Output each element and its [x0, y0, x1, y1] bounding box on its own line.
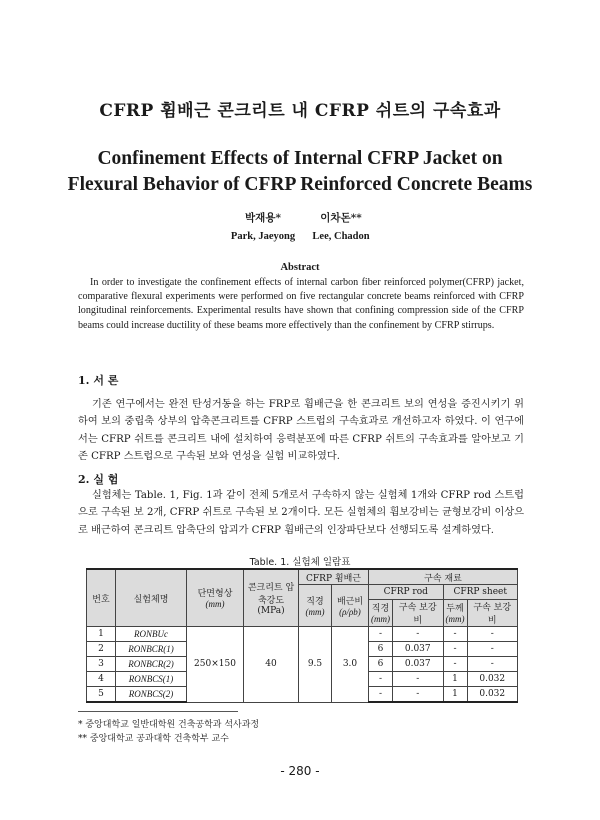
cell-section: 250×150: [187, 627, 244, 703]
author-2-korean: 이차돈**: [320, 212, 362, 224]
author-1-english: Park, Jaeyong: [230, 231, 296, 242]
cell-diameter: 9.5: [299, 627, 332, 703]
section-2-heading: 2. 실 험: [78, 473, 119, 486]
page-number: - 280 -: [280, 764, 320, 778]
footnote-1: * 중앙대학교 일반대학원 건축공학과 석사과정: [78, 720, 260, 730]
abstract-text: In order to investigate the confinement effects of internal carbon fiber reinforced polymer(CFRP) jacket, comparative flexural experiments were performed on five rectangular concrete beams reinforced with CFRP longitudinal reinforcements. Experimental results have shown that confining compression side of the CFRP beams could increase ductility of these beams more effectively than the confinement by CFRP stirrups.: [78, 277, 524, 331]
col-ratio: 배근비 (ρ/ρb): [332, 585, 369, 627]
footnote-2: ** 중앙대학교 공과대학 건축학부 교수: [78, 734, 229, 744]
author-2: [281, 210, 401, 242]
col-cfrp-flexural: CFRP 휨배근: [299, 569, 369, 585]
col-sheet-thickness: 두께 (mm): [443, 600, 467, 627]
col-sheet-ratio: 구속 보강비: [467, 600, 518, 627]
abstract-heading: Abstract: [280, 262, 320, 273]
col-diameter: 직경 (mm): [299, 585, 332, 627]
table-caption: Table. 1. 실험체 일람표: [249, 557, 351, 568]
footnote-divider: [78, 711, 238, 712]
col-section: 단면형상 (mm): [187, 569, 244, 627]
paper-title-english: Confinement Effects of Internal CFRP Jacket on Flexural Behavior of CFRP Reinforced Concrete Beams: [67, 148, 533, 195]
table-row: 4 RONBCS(1) - - 1 0.032: [87, 672, 518, 687]
col-rod-diameter: 직경 (mm): [369, 600, 393, 627]
col-confinement: 구속 재료: [369, 569, 518, 585]
col-strength: 콘크리트 압축강도 (MPa): [244, 569, 299, 627]
paper-title-korean: CFRP 휨배근 콘크리트 내 CFRP 쉬트의 구속효과: [99, 101, 501, 121]
section-2-text: 실험체는 Table. 1, Fig. 1과 같이 전체 5개로서 구속하지 않는 실험체 1개와 CFRP rod 스트럽으로 구속된 보 2개, CFRP 쉬트로 구속된 보 2개이다. 모든 실험체의 휨보강비는 균형보강비 이상으로 배근하여 콘크리트 압축단의 압괴가 CFRP 휨배근의 인장파단보다 선행되도록 설계하였다.: [78, 490, 524, 536]
table-row: 2 RONBCR(1) 6 0.037 - -: [87, 642, 518, 657]
cell-ratio: 3.0: [332, 627, 369, 703]
section-1-text: 기존 연구에서는 완전 탄성거동을 하는 FRP로 휨배근을 한 콘크리트 보의 연성을 증진시키기 위하여 보의 중립축 상부의 압축콘크리트를 CFRP 스트럽의 구속효과로 개선하고자 하였다. 이 연구에서는 CFRP 쉬트를 콘크리트 내에 설치하여 응력분포에 따른 CFRP 쉬트의 구속효과를 알아보고 기존 CFRP 스트럽으로 구속된 보와 연성을 실험 비교하였다.: [78, 399, 524, 463]
col-cfrp-rod: CFRP rod: [369, 585, 444, 600]
table-row: 3 RONBCR(2) 6 0.037 - -: [87, 657, 518, 672]
table-row: 1 RONBUc 250×150 40 9.5 3.0 - - - -: [87, 627, 518, 642]
specimen-table: [86, 568, 518, 703]
col-rod-ratio: 구속 보강비: [393, 600, 444, 627]
author-2-english: Lee, Chadon: [312, 231, 370, 242]
table-row: 5 RONBCS(2) - - 1 0.032: [87, 687, 518, 703]
section-1-heading: 1. 서 론: [78, 374, 119, 387]
author-1-korean: 박재용*: [245, 212, 281, 224]
cell-strength: 40: [244, 627, 299, 703]
col-cfrp-sheet: CFRP sheet: [443, 585, 518, 600]
col-name: 실험체명: [116, 569, 187, 627]
col-no: 번호: [87, 569, 116, 627]
